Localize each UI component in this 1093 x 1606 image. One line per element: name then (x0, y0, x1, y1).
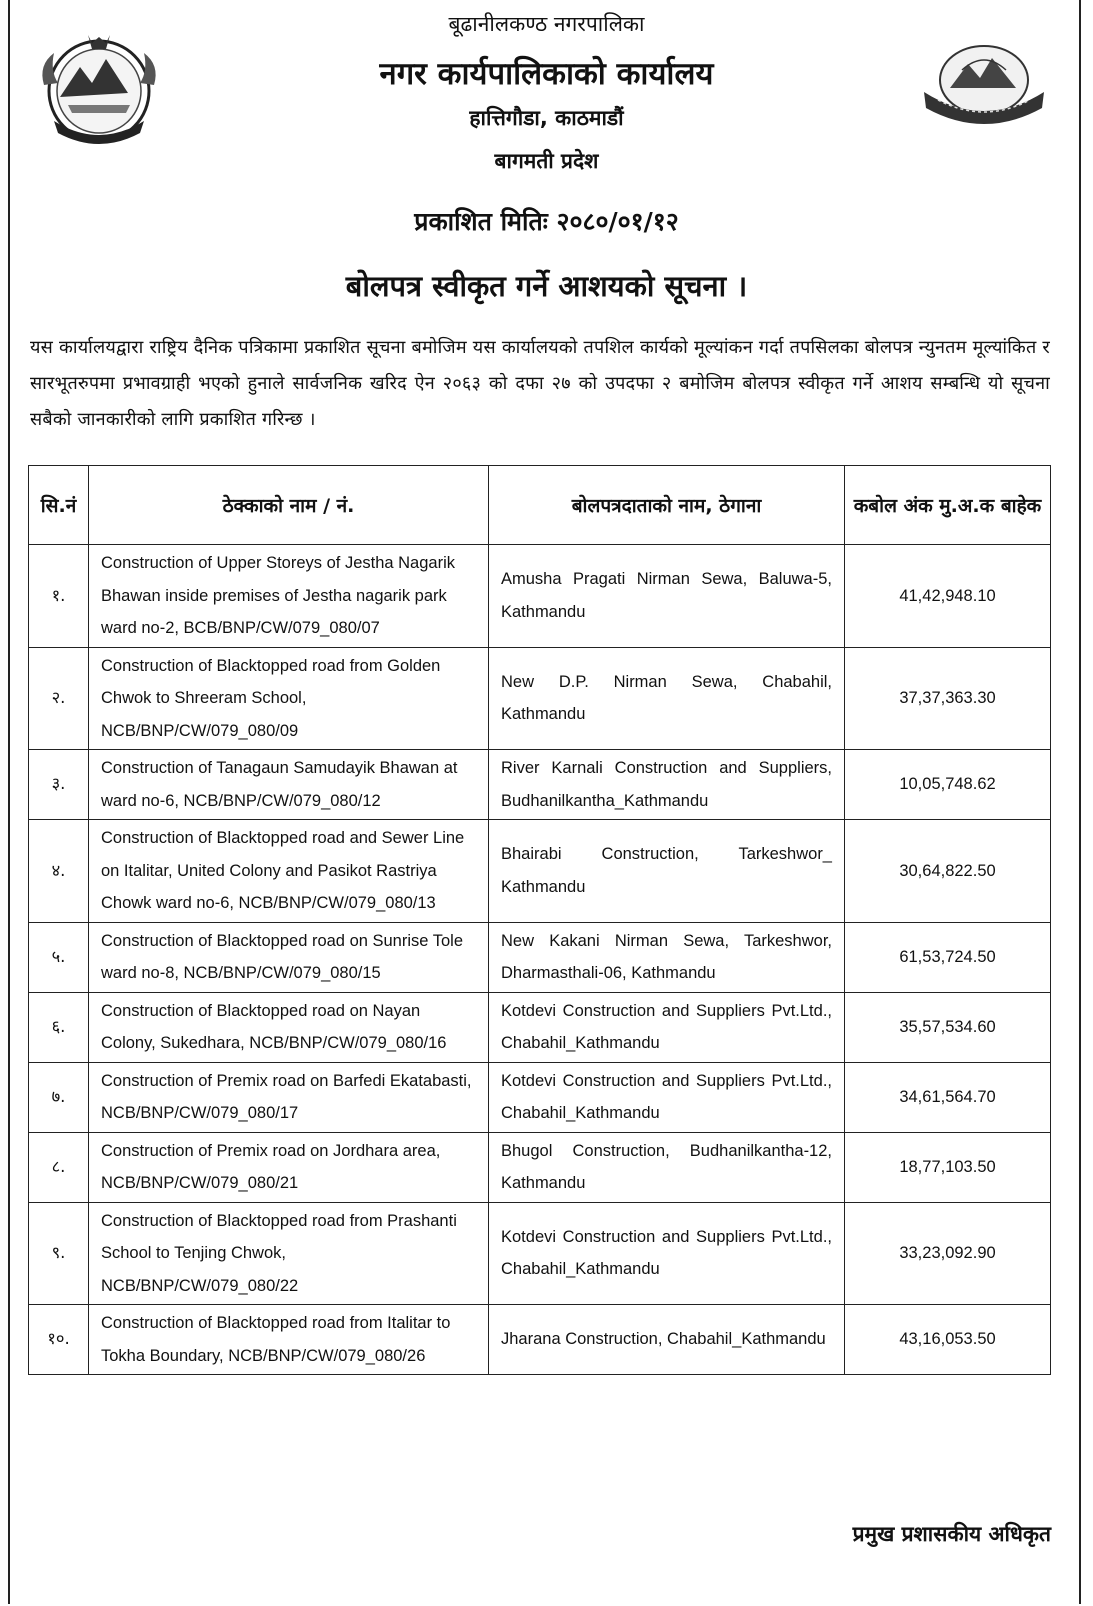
table-header-row (29, 466, 1051, 545)
row-sn: ८. (29, 1132, 89, 1202)
office-address: हात्तिगौडा, काठमाडौं (469, 106, 624, 130)
row-sn: ५. (29, 922, 89, 992)
published-date: प्रकाशित मितिः २०८०/०१/१२ (414, 207, 679, 236)
row-amount: 18,77,103.50 (845, 1132, 1051, 1202)
table-row (29, 1202, 1051, 1305)
row-work: Construction of Tanagaun Samudayik Bhawan at ward no-6, NCB/BNP/CW/079_080/12 (89, 750, 489, 820)
municipality-name: बूढानीलकण्ठ नगरपालिका (448, 12, 645, 36)
table-row (29, 750, 1051, 820)
table-row (29, 1062, 1051, 1132)
letterhead (0, 0, 1093, 330)
row-amount: 37,37,363.30 (845, 647, 1051, 750)
row-work: Construction of Premix road on Barfedi Ekatabasti, NCB/BNP/CW/079_080/17 (89, 1062, 489, 1132)
col-header-amount: कबोल अंक मु.अ.क बाहेक (845, 466, 1051, 545)
row-bidder: Kotdevi Construction and Suppliers Pvt.Ltd., Chabahil_Kathmandu (489, 1062, 845, 1132)
row-bidder: New D.P. Nirman Sewa, Chabahil, Kathmandu (489, 647, 845, 750)
row-amount: 35,57,534.60 (845, 992, 1051, 1062)
notice-title: बोलपत्र स्वीकृत गर्ने आशयको सूचना । (345, 269, 748, 303)
row-work: Construction of Blacktopped road from Italitar to Tokha Boundary, NCB/BNP/CW/079_080/26 (89, 1305, 489, 1375)
col-header-work: ठेक्काको नाम / नं. (89, 466, 489, 545)
row-sn: ४. (29, 820, 89, 923)
row-amount: 33,23,092.90 (845, 1202, 1051, 1305)
row-work: Construction of Blacktopped road on Nayan Colony, Sukedhara, NCB/BNP/CW/079_080/16 (89, 992, 489, 1062)
table-row (29, 992, 1051, 1062)
row-amount: 30,64,822.50 (845, 820, 1051, 923)
table-row (29, 545, 1051, 648)
row-bidder: Kotdevi Construction and Suppliers Pvt.Ltd., Chabahil_Kathmandu (489, 992, 845, 1062)
row-bidder: Bhugol Construction, Budhanilkantha-12, Kathmandu (489, 1132, 845, 1202)
office-name: नगर कार्यपालिकाको कार्यालय (379, 56, 714, 92)
row-bidder: Amusha Pragati Nirman Sewa, Baluwa-5, Kathmandu (489, 545, 845, 648)
table-row (29, 820, 1051, 923)
table-row (29, 922, 1051, 992)
row-work: Construction of Blacktopped road and Sewer Line on Italitar, United Colony and Pasikot Rastriya Chowk ward no-6, NCB/BNP/CW/079_080/13 (89, 820, 489, 923)
col-header-sn: सि.नं (29, 466, 89, 545)
table-row (29, 1132, 1051, 1202)
row-sn: १०. (29, 1305, 89, 1375)
province-name: बागमती प्रदेश (494, 149, 599, 173)
row-amount: 43,16,053.50 (845, 1305, 1051, 1375)
row-amount: 10,05,748.62 (845, 750, 1051, 820)
col-header-bidder: बोलपत्रदाताको नाम, ठेगाना (489, 466, 845, 545)
row-amount: 34,61,564.70 (845, 1062, 1051, 1132)
row-work: Construction of Blacktopped road on Sunrise Tole ward no-8, NCB/BNP/CW/079_080/15 (89, 922, 489, 992)
row-sn: २. (29, 647, 89, 750)
row-work: Construction of Blacktopped road from Prashanti School to Tenjing Chwok, NCB/BNP/CW/079_080/22 (89, 1202, 489, 1305)
table-row (29, 647, 1051, 750)
tender-table (28, 465, 1051, 1375)
row-bidder: Kotdevi Construction and Suppliers Pvt.Ltd., Chabahil_Kathmandu (489, 1202, 845, 1305)
row-bidder: Bhairabi Construction, Tarkeshwor_ Kathmandu (489, 820, 845, 923)
row-bidder: New Kakani Nirman Sewa, Tarkeshwor, Dharmasthali-06, Kathmandu (489, 922, 845, 992)
row-amount: 61,53,724.50 (845, 922, 1051, 992)
municipality-seal-icon (922, 40, 1047, 125)
row-amount: 41,42,948.10 (845, 545, 1051, 648)
table-row (29, 1305, 1051, 1375)
row-work: Construction of Upper Storeys of Jestha Nagarik Bhawan inside premises of Jestha nagarik park ward no-2, BCB/BNP/CW/079_080/07 (89, 545, 489, 648)
row-bidder: Jharana Construction, Chabahil_Kathmandu (489, 1305, 845, 1375)
row-bidder: River Karnali Construction and Suppliers, Budhanilkantha_Kathmandu (489, 750, 845, 820)
row-sn: ७. (29, 1062, 89, 1132)
row-sn: ६. (29, 992, 89, 1062)
row-sn: १. (29, 545, 89, 648)
notice-body: यस कार्यालयद्वारा राष्ट्रिय दैनिक पत्रिकामा प्रकाशित सूचना बमोजिम यस कार्यालयको तपशिल कार्यको मूल्यांकन गर्दा तपसिलका बोलपत्र न्युनतम मूल्यांकित र सारभूतरुपमा प्रभावग्राही भएको हुनाले सार्वजनिक खरिद ऐन २०६३ को दफा २७ को उपदफा २ बमोजिम बोलपत्र स्वीकृत गर्ने आशय सम्बन्धि यो सूचना सबैको जानकारीको लागि प्रकाशित गरिन्छ । (30, 337, 1050, 430)
row-sn: ३. (29, 750, 89, 820)
row-sn: ९. (29, 1202, 89, 1305)
signatory-title: प्रमुख प्रशासकीय अधिकृत (852, 1522, 1051, 1546)
row-work: Construction of Blacktopped road from Golden Chwok to Shreeram School, NCB/BNP/CW/079_080/09 (89, 647, 489, 750)
row-work: Construction of Premix road on Jordhara area, NCB/BNP/CW/079_080/21 (89, 1132, 489, 1202)
